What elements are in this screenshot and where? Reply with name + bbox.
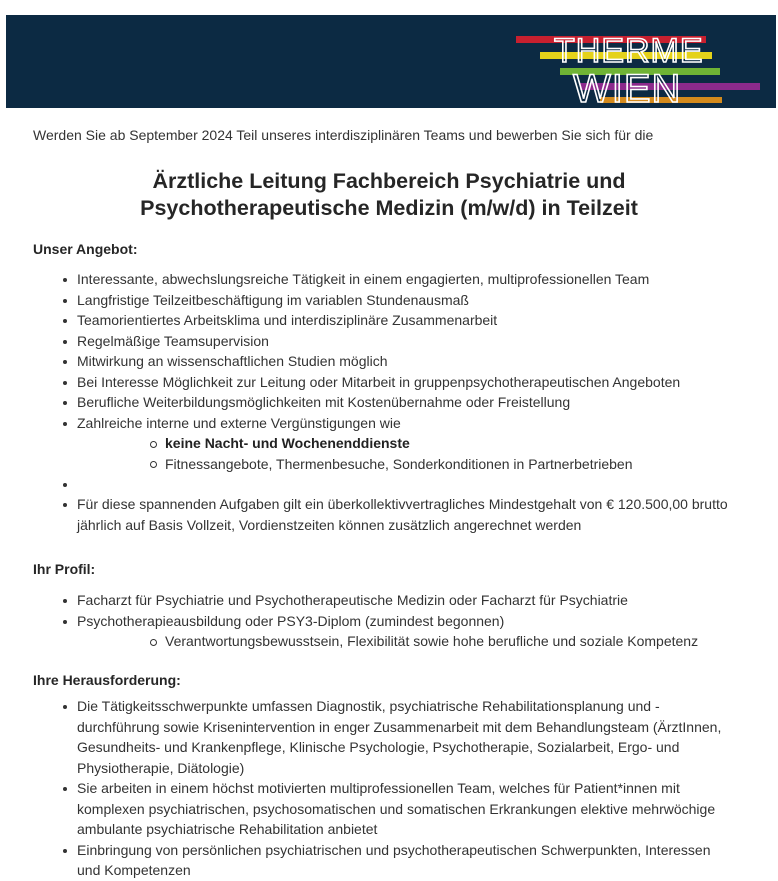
sub-list-item: Fitnessangebote, Thermenbesuche, Sonderkonditionen in Partnerbetrieben [77,454,753,475]
list-item: Interessante, abwechslungsreiche Tätigkeit in einem engagierten, multiprofessionellen Team [33,269,753,290]
list-item [33,840,753,881]
list-item: Teamorientiertes Arbeitsklima und interdisziplinäre Zusammenarbeit [33,310,753,331]
line: ambulante psychiatrische Rehabilitation anbietet [77,821,378,837]
line: und Kompetenzen [77,862,191,878]
profile-sublist [77,631,753,652]
list-item [33,611,753,652]
list-spacer [33,474,753,494]
list-item [33,413,753,475]
list-item [33,696,753,778]
line: komplexen psychiatrischen, psychosomatischen und somatischen Erkrankungen elektive mehrwöchige [77,800,716,817]
svg-text:WIEN: WIEN [573,67,682,105]
list-item: Berufliche Weiterbildungsmöglichkeiten mit Kostenübernahme oder Freistellung [33,392,753,413]
list-item: Mitwirkung an wissenschaftlichen Studien möglich [33,351,753,372]
salary-line2: jährlich auf Basis Vollzeit, Vordienstzeiten können zusätzlich angerechnet werden [77,516,582,533]
challenge-heading: Ihre Herausforderung: [33,672,181,688]
list-item-label: Zahlreiche interne und externe Vergünstigungen wie [77,414,401,431]
job-title-line1: Ärztliche Leitung Fachbereich Psychiatrie und [152,169,626,193]
line: Die Tätigkeitsschwerpunkte umfassen Diagnostik, psychiatrische Rehabilitationsplanung und - [77,698,660,714]
line: Physiotherapie, Diätologie) [77,759,245,776]
list-item: Facharzt für Psychiatrie und Psychotherapeutische Medizin oder Facharzt für Psychiatrie [33,590,753,611]
profile-list [33,590,753,652]
job-title-line2: Psychotherapeutische Medizin (m/w/d) in Teilzeit [140,196,638,220]
offer-heading: Unser Angebot: [33,241,138,257]
offer-sublist [77,433,753,474]
sub-list-item: Verantwortungsbewusstsein, Flexibilität sowie hohe berufliche und soziale Kompetenz [77,631,753,652]
challenge-list [33,696,753,881]
header-banner [6,15,776,108]
sub-list-item: keine Nacht- und Wochenenddienste [77,433,753,454]
intro-text: Werden Sie ab September 2024 Teil unseres interdisziplinären Teams und bewerben Sie sich für die [33,127,654,143]
svg-text:THERME: THERME [554,32,704,70]
line: Sie arbeiten in einem höchst motivierten multiprofessionellen Team, welches für Patient*innen mit [77,780,680,796]
profile-heading: Ihr Profil: [33,561,96,577]
list-item-label: Psychotherapieausbildung oder PSY3-Diplom (zumindest begonnen) [77,612,505,629]
offer-list [33,269,753,494]
list-item: Langfristige Teilzeitbeschäftigung im variablen Stundenausmaß [33,290,753,311]
line: Einbringung von persönlichen psychiatrischen und psychotherapeutischen Schwerpunkten, Interessen [77,841,711,858]
list-item [33,778,753,840]
list-item: Regelmäßige Teamsupervision [33,331,753,352]
salary-list [33,494,753,535]
list-item-salary [33,494,753,535]
list-item: Bei Interesse Möglichkeit zur Leitung oder Mitarbeit in gruppenpsychotherapeutischen Angeboten [33,372,753,393]
job-title [33,168,745,222]
therme-wien-logo [504,23,764,105]
line: durchführung sowie Krisenintervention in enger Zusammenarbeit mit dem Behandlungsteam (ÄrztInnen, [77,718,722,735]
salary-line1: Für diese spannenden Aufgaben gilt ein überkollektivvertragliches Mindestgehalt von € 120.500,00 brutto [77,496,728,512]
line: Gesundheits- und Krankenpflege, Klinische Psychologie, Psychotherapie, Sozialarbeit, Ergo- und [77,739,680,755]
